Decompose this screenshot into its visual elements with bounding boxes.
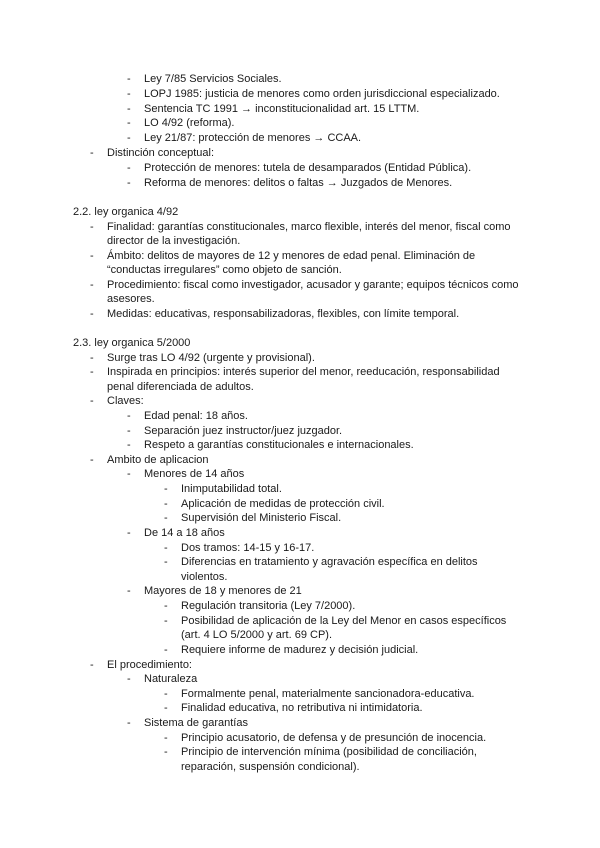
list-dash: -: [164, 688, 168, 700]
list-item: Inimputabilidad total.: [181, 483, 282, 495]
list-item: Ley 21/87: protección de menores → CCAA.: [144, 132, 362, 144]
list-item: Claves:: [107, 395, 144, 407]
list-item: LO 4/92 (reforma).: [144, 117, 235, 129]
list-dash: -: [127, 162, 131, 174]
list-dash: -: [127, 410, 131, 422]
list-dash: -: [90, 250, 94, 262]
list-dash: -: [127, 585, 131, 597]
list-item: Diferencias en tratamiento y agravación específica en delitos: [181, 556, 478, 568]
list-dash: -: [164, 483, 168, 495]
list-dash: -: [90, 147, 94, 159]
list-item: Ámbito: delitos de mayores de 12 y menores de edad penal. Eliminación de: [107, 250, 476, 262]
list-dash: -: [127, 717, 131, 729]
list-dash: -: [164, 512, 168, 524]
list-dash: -: [164, 498, 168, 510]
list-dash: -: [90, 395, 94, 407]
list-item: Regulación transitoria (Ley 7/2000).: [181, 600, 356, 612]
list-dash: -: [90, 279, 94, 291]
list-item: Aplicación de medidas de protección civil.: [181, 498, 385, 510]
list-dash: -: [90, 221, 94, 233]
list-item: Formalmente penal, materialmente sancionadora-educativa.: [181, 688, 475, 700]
list-dash: -: [164, 556, 168, 568]
list-item: Principio de intervención mínima (posibilidad de conciliación,: [181, 746, 477, 758]
list-dash: -: [90, 659, 94, 671]
list-item: Ley 7/85 Servicios Sociales.: [144, 73, 282, 85]
list-item-cont: director de la investigación.: [107, 235, 241, 247]
list-dash: -: [164, 644, 168, 656]
section-heading: 2.2. ley organica 4/92: [73, 206, 179, 218]
list-item: Requiere informe de madurez y decisión judicial.: [181, 644, 419, 656]
list-item-cont: violentos.: [181, 571, 228, 583]
list-item: Dos tramos: 14-15 y 16-17.: [181, 542, 315, 554]
list-dash: -: [127, 673, 131, 685]
list-item-cont: “conductas irregulares” como objeto de sanción.: [107, 264, 342, 276]
list-item-cont: penal diferenciada de adultos.: [107, 381, 254, 393]
list-dash: -: [90, 366, 94, 378]
list-item: Edad penal: 18 años.: [144, 410, 248, 422]
list-item: Protección de menores: tutela de desamparados (Entidad Pública).: [144, 162, 472, 174]
list-item-cont: (art. 4 LO 5/2000 y art. 69 CP).: [181, 629, 333, 641]
list-item: De 14 a 18 años: [144, 527, 225, 539]
list-item: Mayores de 18 y menores de 21: [144, 585, 302, 597]
list-dash: -: [164, 542, 168, 554]
list-item-cont: reparación, suspensión condicional).: [181, 761, 360, 773]
list-item: Respeto a garantías constitucionales e internacionales.: [144, 439, 414, 451]
list-dash: -: [127, 468, 131, 480]
list-item: Sistema de garantías: [144, 717, 248, 729]
list-item: Medidas: educativas, responsabilizadoras, flexibles, con límite temporal.: [107, 308, 460, 320]
list-item: Naturaleza: [144, 673, 198, 685]
list-dash: -: [127, 88, 131, 100]
list-item: Finalidad educativa, no retributiva ni intimidatoria.: [181, 702, 423, 714]
list-item: Finalidad: garantías constitucionales, marco flexible, interés del menor, fiscal como: [107, 221, 511, 233]
list-item: Menores de 14 años: [144, 468, 245, 480]
list-dash: -: [90, 352, 94, 364]
list-item: Distinción conceptual:: [107, 147, 215, 159]
list-item: Reforma de menores: delitos o faltas → Juzgados de Menores.: [144, 177, 453, 189]
list-dash: -: [127, 103, 131, 115]
list-dash: -: [127, 117, 131, 129]
list-item: Ambito de aplicacion: [107, 454, 209, 466]
list-item: Principio acusatorio, de defensa y de presunción de inocencia.: [181, 732, 487, 744]
list-item: Procedimiento: fiscal como investigador, acusador y garante; equipos técnicos como: [107, 279, 519, 291]
list-dash: -: [127, 527, 131, 539]
list-item: Posibilidad de aplicación de la Ley del Menor en casos específicos: [181, 615, 507, 627]
list-dash: -: [90, 308, 94, 320]
list-item: Surge tras LO 4/92 (urgente y provisional).: [107, 352, 315, 364]
list-dash: -: [164, 600, 168, 612]
list-item: Separación juez instructor/juez juzgador.: [144, 425, 343, 437]
list-dash: -: [164, 615, 168, 627]
list-dash: -: [164, 702, 168, 714]
list-dash: -: [127, 177, 131, 189]
list-dash: -: [164, 732, 168, 744]
list-item-cont: asesores.: [107, 293, 155, 305]
list-item: Supervisión del Ministerio Fiscal.: [181, 512, 342, 524]
list-dash: -: [127, 132, 131, 144]
list-dash: -: [127, 73, 131, 85]
list-dash: -: [127, 439, 131, 451]
list-dash: -: [127, 425, 131, 437]
list-dash: -: [164, 746, 168, 758]
list-item: Inspirada en principios: interés superior del menor, reeducación, responsabilidad: [107, 366, 500, 378]
list-dash: -: [90, 454, 94, 466]
list-item: LOPJ 1985: justicia de menores como orden jurisdiccional especializado.: [144, 88, 500, 100]
section-heading: 2.3. ley organica 5/2000: [73, 337, 191, 349]
list-item: El procedimiento:: [107, 659, 192, 671]
list-item: Sentencia TC 1991 → inconstitucionalidad art. 15 LTTM.: [144, 103, 420, 115]
